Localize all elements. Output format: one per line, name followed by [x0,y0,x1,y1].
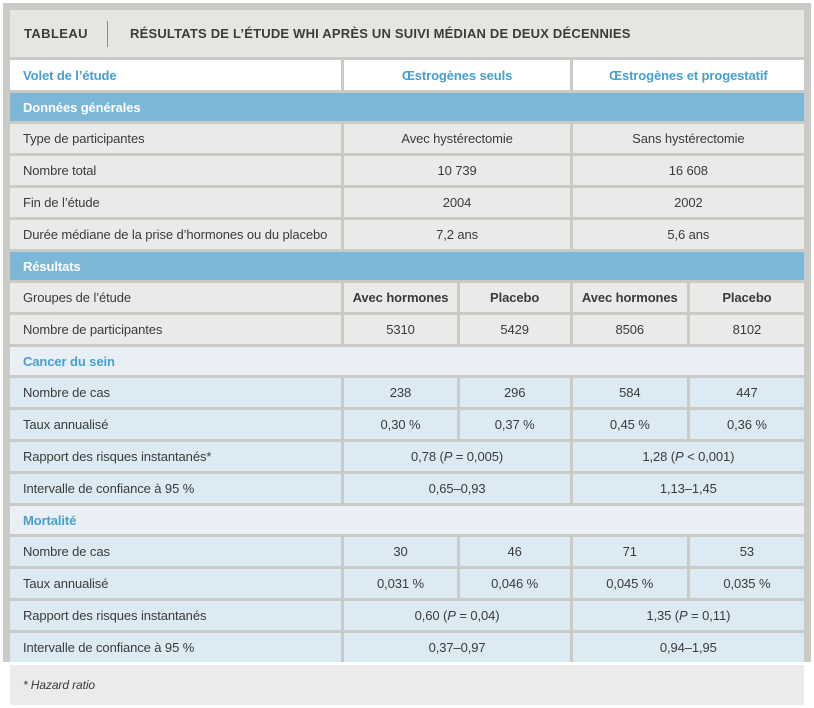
row-label: Durée médiane de la prise d’hormones ou du placebo [10,220,341,249]
table-row [10,569,804,598]
row-label: Type de participantes [10,124,341,153]
value-cell: 584 [573,378,687,407]
section-title: Résultats [10,252,804,280]
table-row [10,283,804,312]
p-value-symbol: P [447,608,456,623]
row-label: Rapport des risques instantanés [10,601,341,630]
table-header-band [10,10,804,57]
row-label: Fin de l’étude [10,188,341,217]
footnote-row [10,665,804,705]
value-cell: 0,37–0,97 [344,633,569,662]
row-label: Rapport des risques instantanés* [10,442,341,471]
value-cell: 5429 [460,315,570,344]
table-row [10,442,804,471]
table-header-band-cell [10,10,804,57]
value-cell: 2002 [573,188,804,217]
table-kicker: TABLEAU [24,26,88,41]
value-cell: 2004 [344,188,569,217]
row-label: Intervalle de confiance à 95 % [10,633,341,662]
value-cell: 0,45 % [573,410,687,439]
section-title: Cancer du sein [10,347,804,375]
table-row [10,474,804,503]
p-value-symbol: P [679,608,688,623]
row-label: Nombre total [10,156,341,185]
value-cell: 5,6 ans [573,220,804,249]
section-title: Mortalité [10,506,804,534]
value-cell: 16 608 [573,156,804,185]
value-cell: 1,35 (P = 0,11) [573,601,804,630]
value-cell: Avec hystérectomie [344,124,569,153]
value-cell: 0,046 % [460,569,570,598]
column-header-oestrogenes-progestatif: Œstrogènes et progestatif [573,60,804,90]
value-cell: 0,30 % [344,410,456,439]
footnote: * Hazard ratio [10,665,804,705]
table-row [10,156,804,185]
section-header-cancer-du-sein [10,347,804,375]
value-cell: 0,031 % [344,569,456,598]
value-cell: 0,94–1,95 [573,633,804,662]
table-header-inner [10,10,804,57]
row-label: Intervalle de confiance à 95 % [10,474,341,503]
section-header-donnees-generales [10,93,804,121]
table-row [10,188,804,217]
column-header-row [10,60,804,90]
table-row [10,378,804,407]
value-cell: Placebo [690,283,804,312]
value-cell: Sans hystérectomie [573,124,804,153]
table-row [10,601,804,630]
value-cell: 0,035 % [690,569,804,598]
value-cell: 0,045 % [573,569,687,598]
value-cell: 71 [573,537,687,566]
section-header-resultats [10,252,804,280]
table-row [10,124,804,153]
table-row [10,220,804,249]
value-cell: Placebo [460,283,570,312]
whi-results-table [7,7,807,708]
value-cell: 238 [344,378,456,407]
value-cell: 0,65–0,93 [344,474,569,503]
value-cell: 8102 [690,315,804,344]
row-label: Nombre de participantes [10,315,341,344]
section-title: Données générales [10,93,804,121]
value-cell: 1,28 (P < 0,001) [573,442,804,471]
row-label: Taux annualisé [10,569,341,598]
value-cell: 0,78 (P = 0,005) [344,442,569,471]
row-label: Taux annualisé [10,410,341,439]
value-cell: 0,60 (P = 0,04) [344,601,569,630]
table-row [10,537,804,566]
value-cell: 53 [690,537,804,566]
row-label: Groupes de l’étude [10,283,341,312]
row-label: Nombre de cas [10,537,341,566]
value-cell: 0,36 % [690,410,804,439]
value-cell: 447 [690,378,804,407]
column-header-oestrogenes-seuls: Œstrogènes seuls [344,60,569,90]
value-cell: 1,13–1,45 [573,474,804,503]
value-cell: 8506 [573,315,687,344]
p-value-symbol: P [443,449,453,464]
value-cell: 0,37 % [460,410,570,439]
value-cell: 7,2 ans [344,220,569,249]
p-value-symbol: P [675,449,684,464]
value-cell: 296 [460,378,570,407]
table-title: RÉSULTATS DE L’ÉTUDE WHI APRÈS UN SUIVI MÉDIAN DE DEUX DÉCENNIES [130,26,631,41]
value-cell: 10 739 [344,156,569,185]
value-cell: 46 [460,537,570,566]
header-divider [107,21,108,47]
table-row [10,633,804,662]
table-row [10,410,804,439]
row-label: Nombre de cas [10,378,341,407]
section-header-mortalite [10,506,804,534]
table-row [10,315,804,344]
value-cell: 30 [344,537,456,566]
value-cell: Avec hormones [573,283,687,312]
value-cell: Avec hormones [344,283,456,312]
table-frame [3,3,811,692]
value-cell: 5310 [344,315,456,344]
column-header-volet: Volet de l’étude [10,60,341,90]
